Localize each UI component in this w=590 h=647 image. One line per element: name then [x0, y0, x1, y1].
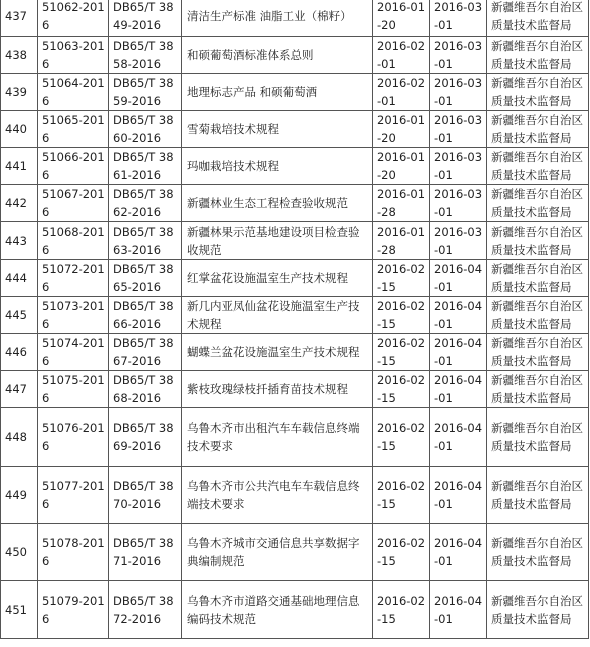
- standard-code-cell: DB65/T 3869-2016: [109, 408, 182, 467]
- standard-name-cell: 清洁生产标准 油脂工业（棉籽）: [182, 0, 373, 37]
- effective-date-cell: 2016-04-01: [430, 467, 487, 524]
- department-cell: 新疆维吾尔自治区质量技术监督局: [487, 334, 589, 371]
- record-number-cell: 51074-2016: [38, 334, 109, 371]
- issue-date-cell: 2016-02-15: [373, 371, 430, 408]
- effective-date-cell: 2016-03-01: [430, 74, 487, 111]
- table-row: [1, 581, 589, 639]
- table-row: [1, 467, 589, 524]
- standard-code-cell: DB65/T 3870-2016: [109, 467, 182, 524]
- record-number-cell: 51078-2016: [38, 524, 109, 581]
- department-cell: 新疆维吾尔自治区质量技术监督局: [487, 148, 589, 185]
- effective-date-cell: 2016-03-01: [430, 148, 487, 185]
- record-number-cell: 51062-2016: [38, 0, 109, 37]
- effective-date-cell: 2016-04-01: [430, 581, 487, 639]
- row-index-cell: 447: [1, 371, 38, 408]
- department-cell: 新疆维吾尔自治区质量技术监督局: [487, 222, 589, 260]
- table-row: [1, 408, 589, 467]
- standard-code-cell: DB65/T 3862-2016: [109, 185, 182, 222]
- record-number-cell: 51068-2016: [38, 222, 109, 260]
- row-index-cell: 449: [1, 467, 38, 524]
- row-index-cell: 446: [1, 334, 38, 371]
- effective-date-cell: 2016-03-01: [430, 185, 487, 222]
- issue-date-cell: 2016-01-20: [373, 148, 430, 185]
- row-index-cell: 437: [1, 0, 38, 37]
- effective-date-cell: 2016-04-01: [430, 408, 487, 467]
- standard-code-cell: DB65/T 3868-2016: [109, 371, 182, 408]
- row-index-cell: 450: [1, 524, 38, 581]
- record-number-cell: 51066-2016: [38, 148, 109, 185]
- standard-name-cell: 地理标志产品 和硕葡萄酒: [182, 74, 373, 111]
- table-row: [1, 148, 589, 185]
- record-number-cell: 51067-2016: [38, 185, 109, 222]
- standard-code-cell: DB65/T 3865-2016: [109, 260, 182, 297]
- row-index-cell: 448: [1, 408, 38, 467]
- issue-date-cell: 2016-02-15: [373, 297, 430, 334]
- department-cell: 新疆维吾尔自治区质量技术监督局: [487, 74, 589, 111]
- department-cell: 新疆维吾尔自治区质量技术监督局: [487, 467, 589, 524]
- standard-name-cell: 紫枝玫瑰绿枝扦插育苗技术规程: [182, 371, 373, 408]
- department-cell: 新疆维吾尔自治区质量技术监督局: [487, 37, 589, 74]
- row-index-cell: 451: [1, 581, 38, 639]
- standard-code-cell: DB65/T 3859-2016: [109, 74, 182, 111]
- table-row: [1, 260, 589, 297]
- standard-code-cell: DB65/T 3872-2016: [109, 581, 182, 639]
- record-number-cell: 51077-2016: [38, 467, 109, 524]
- effective-date-cell: 2016-04-01: [430, 297, 487, 334]
- standard-code-cell: DB65/T 3866-2016: [109, 297, 182, 334]
- issue-date-cell: 2016-02-15: [373, 260, 430, 297]
- standard-name-cell: 和硕葡萄酒标准体系总则: [182, 37, 373, 74]
- standard-name-cell: 新几内亚凤仙盆花设施温室生产技术规程: [182, 297, 373, 334]
- standard-code-cell: DB65/T 3858-2016: [109, 37, 182, 74]
- standard-name-cell: 乌鲁木齐市道路交通基础地理信息编码技术规范: [182, 581, 373, 639]
- row-index-cell: 440: [1, 111, 38, 148]
- issue-date-cell: 2016-01-20: [373, 0, 430, 37]
- standard-name-cell: 乌鲁木齐市公共汽电车车载信息终端技术要求: [182, 467, 373, 524]
- table-row: [1, 334, 589, 371]
- issue-date-cell: 2016-02-15: [373, 524, 430, 581]
- standard-code-cell: DB65/T 3871-2016: [109, 524, 182, 581]
- record-number-cell: 51076-2016: [38, 408, 109, 467]
- department-cell: 新疆维吾尔自治区质量技术监督局: [487, 185, 589, 222]
- issue-date-cell: 2016-01-20: [373, 111, 430, 148]
- standard-name-cell: 雪菊栽培技术规程: [182, 111, 373, 148]
- issue-date-cell: 2016-02-15: [373, 334, 430, 371]
- effective-date-cell: 2016-04-01: [430, 524, 487, 581]
- table-row: [1, 297, 589, 334]
- department-cell: 新疆维吾尔自治区质量技术监督局: [487, 297, 589, 334]
- table-row: [1, 222, 589, 260]
- standard-code-cell: DB65/T 3867-2016: [109, 334, 182, 371]
- row-index-cell: 444: [1, 260, 38, 297]
- issue-date-cell: 2016-02-15: [373, 467, 430, 524]
- record-number-cell: 51063-2016: [38, 37, 109, 74]
- department-cell: 新疆维吾尔自治区质量技术监督局: [487, 524, 589, 581]
- issue-date-cell: 2016-01-28: [373, 185, 430, 222]
- standard-code-cell: DB65/T 3860-2016: [109, 111, 182, 148]
- record-number-cell: 51065-2016: [38, 111, 109, 148]
- effective-date-cell: 2016-04-01: [430, 371, 487, 408]
- standard-name-cell: 玛咖栽培技术规程: [182, 148, 373, 185]
- department-cell: 新疆维吾尔自治区质量技术监督局: [487, 581, 589, 639]
- effective-date-cell: 2016-04-01: [430, 260, 487, 297]
- row-index-cell: 439: [1, 74, 38, 111]
- row-index-cell: 441: [1, 148, 38, 185]
- table-row: [1, 0, 589, 37]
- standard-code-cell: DB65/T 3863-2016: [109, 222, 182, 260]
- issue-date-cell: 2016-02-01: [373, 37, 430, 74]
- standard-name-cell: 新疆林业生态工程检查验收规范: [182, 185, 373, 222]
- effective-date-cell: 2016-03-01: [430, 111, 487, 148]
- issue-date-cell: 2016-01-28: [373, 222, 430, 260]
- department-cell: 新疆维吾尔自治区质量技术监督局: [487, 0, 589, 37]
- standard-name-cell: 红掌盆花设施温室生产技术规程: [182, 260, 373, 297]
- effective-date-cell: 2016-03-01: [430, 222, 487, 260]
- table-body: [1, 0, 589, 639]
- department-cell: 新疆维吾尔自治区质量技术监督局: [487, 408, 589, 467]
- table-row: [1, 524, 589, 581]
- department-cell: 新疆维吾尔自治区质量技术监督局: [487, 111, 589, 148]
- row-index-cell: 438: [1, 37, 38, 74]
- table-row: [1, 74, 589, 111]
- standard-name-cell: 乌鲁木齐市出租汽车车载信息终端技术要求: [182, 408, 373, 467]
- table-row: [1, 371, 589, 408]
- record-number-cell: 51073-2016: [38, 297, 109, 334]
- issue-date-cell: 2016-02-15: [373, 581, 430, 639]
- standard-name-cell: 蝴蝶兰盆花设施温室生产技术规程: [182, 334, 373, 371]
- row-index-cell: 443: [1, 222, 38, 260]
- record-number-cell: 51075-2016: [38, 371, 109, 408]
- standard-code-cell: DB65/T 3849-2016: [109, 0, 182, 37]
- effective-date-cell: 2016-04-01: [430, 334, 487, 371]
- record-number-cell: 51072-2016: [38, 260, 109, 297]
- issue-date-cell: 2016-02-01: [373, 74, 430, 111]
- record-number-cell: 51064-2016: [38, 74, 109, 111]
- effective-date-cell: 2016-03-01: [430, 0, 487, 37]
- record-number-cell: 51079-2016: [38, 581, 109, 639]
- department-cell: 新疆维吾尔自治区质量技术监督局: [487, 260, 589, 297]
- table-row: [1, 37, 589, 74]
- table-row: [1, 185, 589, 222]
- standard-code-cell: DB65/T 3861-2016: [109, 148, 182, 185]
- standard-name-cell: 乌鲁木齐城市交通信息共享数据字典编制规范: [182, 524, 373, 581]
- standard-name-cell: 新疆林果示范基地建设项目检查验收规范: [182, 222, 373, 260]
- department-cell: 新疆维吾尔自治区质量技术监督局: [487, 371, 589, 408]
- table-row: [1, 111, 589, 148]
- effective-date-cell: 2016-03-01: [430, 37, 487, 74]
- row-index-cell: 442: [1, 185, 38, 222]
- row-index-cell: 445: [1, 297, 38, 334]
- issue-date-cell: 2016-02-15: [373, 408, 430, 467]
